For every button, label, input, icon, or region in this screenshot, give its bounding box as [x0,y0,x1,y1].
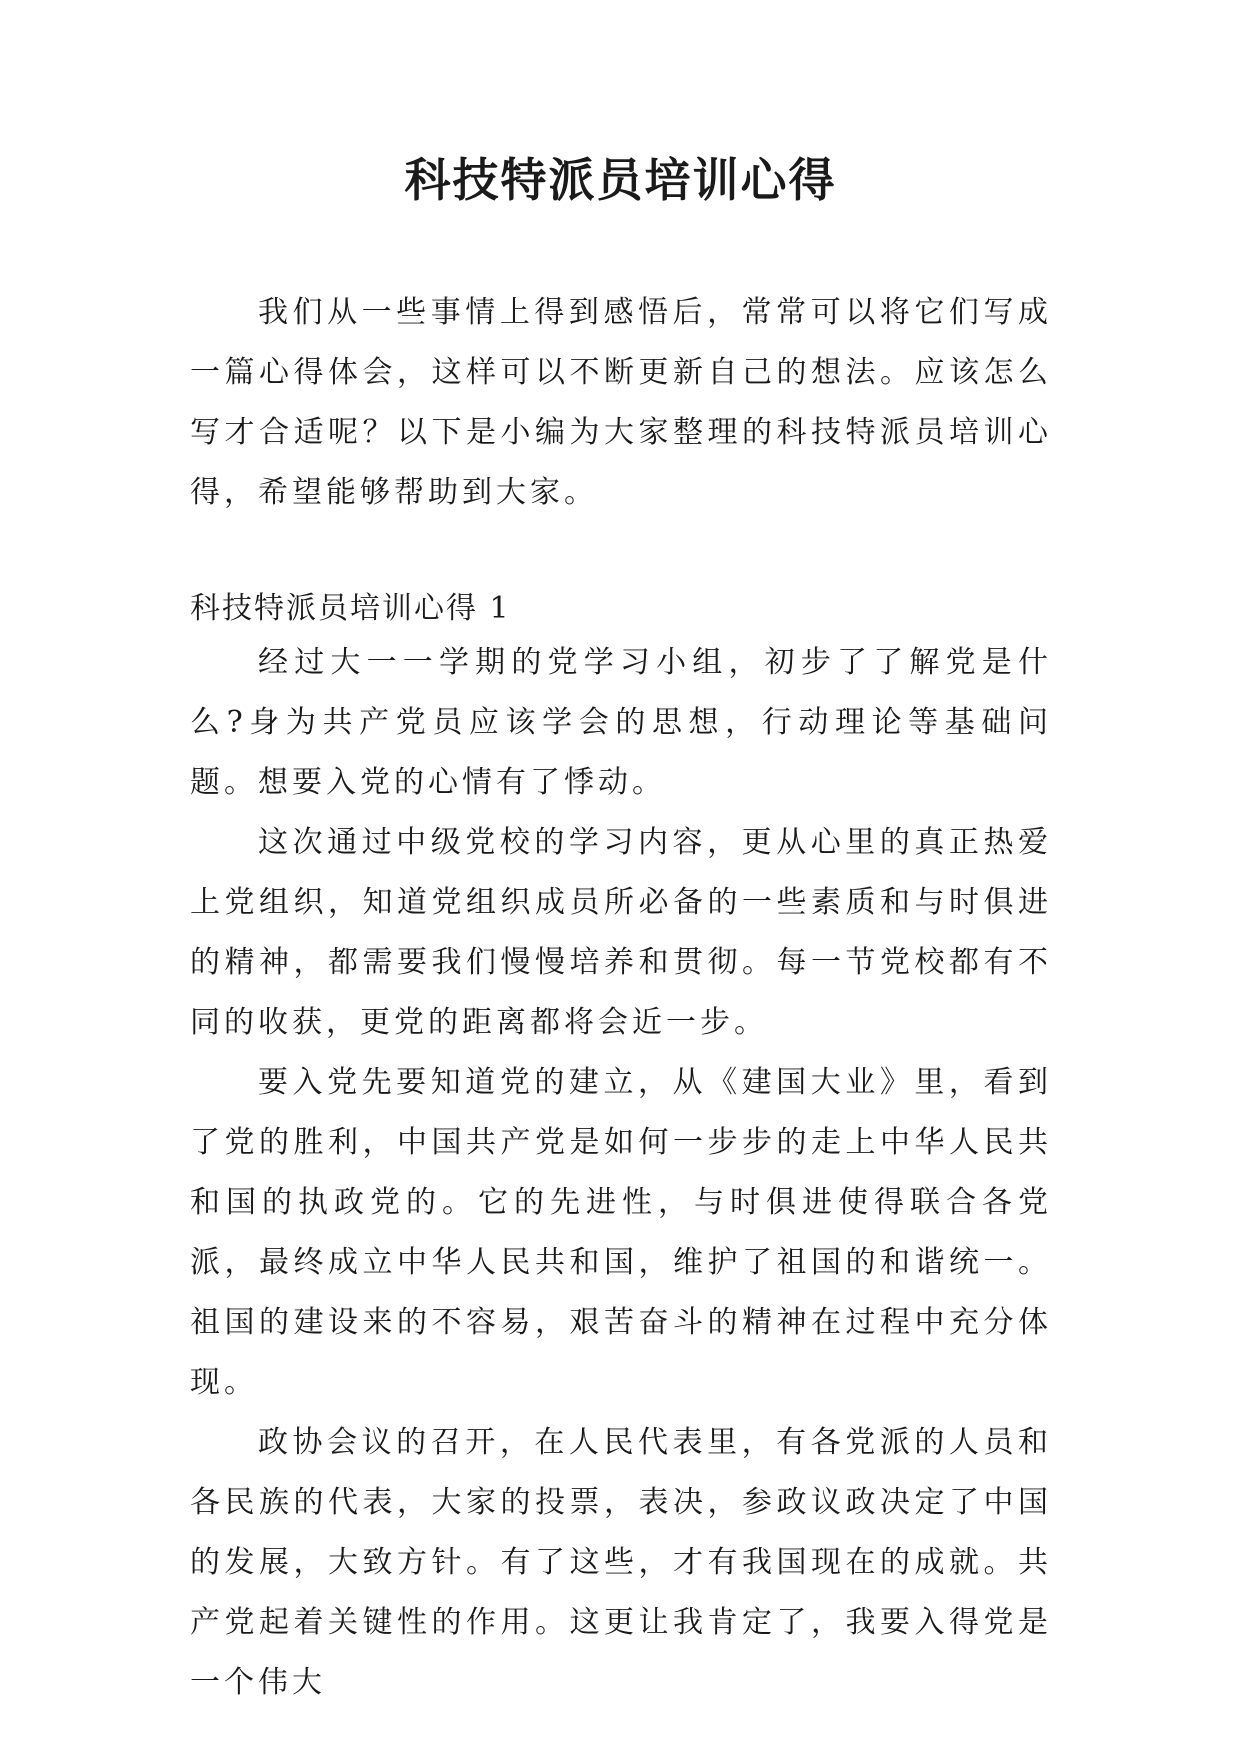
body-paragraph-1: 经过大一一学期的党学习小组，初步了了解党是什么?身为共产党员应该学会的思想，行动理论等基础问题。想要入党的心情有了悸动。 [190,645,1052,800]
intro-block [190,283,1052,523]
body-paragraph-3: 要入党先要知道党的建立，从《建国大业》里，看到了党的胜利，中国共产党是如何一步步的走上中华人民共和国的执政党的。它的先进性，与时俱进使得联合各党派，最终成立中华人民共和国，维护了祖国的和谐统一。祖国的建设来的不容易，艰苦奋斗的精神在过程中充分体现。 [190,1065,1052,1400]
body-paragraph-2: 这次通过中级党校的学习内容，更从心里的真正热爱上党组织，知道党组织成员所必备的一些素质和与时俱进的精神，都需要我们慢慢培养和贯彻。每一节党校都有不同的收获，更党的距离都将会近一步。 [190,825,1052,1040]
section-body [190,633,1052,1713]
section-heading: 科技特派员培训心得 1 [190,591,511,626]
body-paragraph-4: 政协会议的召开，在人民代表里，有各党派的人员和各民族的代表，大家的投票，表决，参政议政决定了中国的发展，大致方针。有了这些，才有我国现在的成就。共产党起着关键性的作用。这更让我肯定了，我要入得党是一个伟大 [190,1425,1052,1700]
intro-paragraph: 我们从一些事情上得到感悟后，常常可以将它们写成一篇心得体会，这样可以不断更新自己的想法。应该怎么写才合适呢？以下是小编为大家整理的科技特派员培训心得，希望能够帮助到大家。 [190,295,1052,510]
document-title: 科技特派员培训心得 [404,153,837,207]
